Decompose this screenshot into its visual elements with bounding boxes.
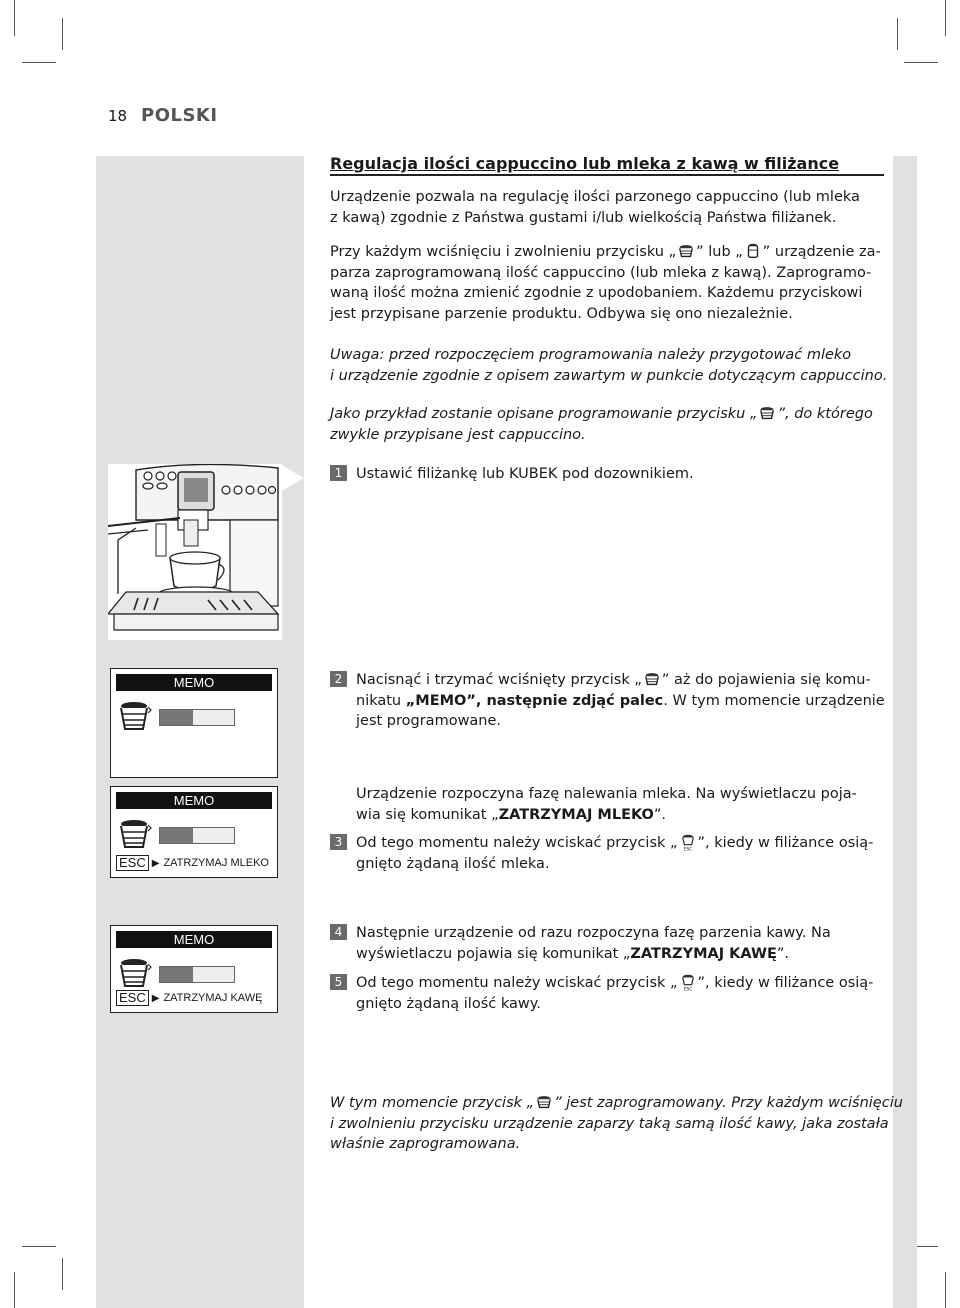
step-number: 4 bbox=[330, 924, 347, 940]
cappuccino-cup-icon bbox=[643, 670, 661, 688]
cappuccino-cup-icon bbox=[117, 956, 153, 990]
crop-mark bbox=[945, 0, 946, 36]
esc-key-label: ESC bbox=[116, 855, 149, 871]
crop-mark bbox=[62, 18, 63, 50]
esc-row bbox=[116, 990, 262, 1006]
lcd-display-stop-coffee bbox=[110, 925, 278, 1013]
crop-mark bbox=[22, 1246, 56, 1247]
step-number: 3 bbox=[330, 834, 347, 850]
note-paragraph: Uwaga: przed rozpoczęciem programowania należy przygotować mleko i urządzenie zgodnie z opisem zawartym w punkcie dotyczącym cappuccino. bbox=[330, 347, 888, 384]
example-paragraph: Jako przykład zostanie opisane programowanie przycisku „ ”, do którego zwykle przypisane jest cappuccino. bbox=[330, 406, 873, 443]
progress-bar bbox=[159, 709, 235, 726]
crop-mark bbox=[22, 62, 56, 63]
esc-row bbox=[116, 855, 269, 871]
page-number: 18 bbox=[108, 107, 128, 125]
crop-mark bbox=[904, 62, 938, 63]
crop-mark bbox=[945, 1272, 946, 1308]
step-1: 1 Ustawić filiżankę lub KUBEK pod dozownikiem. bbox=[330, 464, 850, 485]
espresso-machine-illustration bbox=[108, 464, 304, 640]
crop-mark bbox=[14, 0, 15, 36]
progress-bar bbox=[159, 966, 235, 983]
milk-phase-paragraph: Urządzenie rozpoczyna fazę nalewania mleka. Na wyświetlaczu poja- wia się komunikat „ZATRZYMAJ MLEKO”. bbox=[356, 786, 857, 823]
lcd-title: MEMO bbox=[116, 674, 272, 691]
final-paragraph: W tym momencie przycisk „ ” jest zaprogramowany. Przy każdym wciśnięciu i zwolnieniu przycisku urządzenie zaparzy taką samą ilość kawy, jaka została właśnie zaprogramowana. bbox=[330, 1095, 903, 1152]
cappuccino-cup-icon bbox=[535, 1093, 553, 1111]
step-5: 5 Od tego momentu należy wciskać przycisk „ ESC ”, kiedy w filiżance osią- gnięto żądaną ilość kawy. bbox=[330, 973, 850, 1014]
lcd-title: MEMO bbox=[116, 792, 272, 809]
stop-esc-icon bbox=[679, 833, 697, 851]
esc-key-label: ESC bbox=[116, 990, 149, 1006]
step-3: 3 Od tego momentu należy wciskać przycisk „ ESC ”, kiedy w filiżance osią- gnięto żądaną ilość mleka. bbox=[330, 833, 850, 874]
crop-mark bbox=[62, 1258, 63, 1290]
press-paragraph: Przy każdym wciśnięciu i zwolnieniu przycisku „ ” lub „ ” urządzenie za- parza zaprogramowaną ilość cappuccino (lub mleka z kawą). Zaprogramo- waną ilość można zmienić zgodnie z upodobaniem. Każdemu przyciskowi jest przypisane parzenie produktu. Odbywa się ono niezależnie. bbox=[330, 244, 881, 322]
lcd-title: MEMO bbox=[116, 931, 272, 948]
arrow-right-icon: ▶ bbox=[151, 992, 160, 1004]
progress-bar bbox=[159, 827, 235, 844]
lcd-display-memo bbox=[110, 668, 278, 778]
svg-text:ESC: ESC bbox=[683, 987, 692, 991]
step-2: 2 Nacisnąć i trzymać wciśnięty przycisk „ ” aż do pojawienia się komu- nikatu „MEMO”, następnie zdjąć palec. W tym momencie urządzenie jest programowane. bbox=[330, 670, 850, 732]
cappuccino-cup-icon bbox=[117, 699, 153, 733]
progress-fill bbox=[160, 828, 193, 843]
step-number: 1 bbox=[330, 465, 347, 481]
lcd-message: ZATRZYMAJ KAWĘ bbox=[163, 992, 263, 1004]
intro-paragraph: Urządzenie pozwala na regulację ilości parzonego cappuccino (lub mleka z kawą) zgodnie z Państwa gustami i/lub wielkością Państwa filiżanek. bbox=[330, 189, 860, 226]
crop-mark bbox=[14, 1272, 15, 1308]
step-number: 2 bbox=[330, 671, 347, 687]
progress-fill bbox=[160, 967, 193, 982]
lcd-display-stop-milk bbox=[110, 786, 278, 878]
stop-esc-icon bbox=[679, 973, 697, 991]
milk-glass-icon bbox=[744, 242, 762, 260]
cappuccino-cup-icon bbox=[117, 817, 153, 851]
cappuccino-cup-icon bbox=[677, 242, 695, 260]
right-gray-strip bbox=[893, 156, 917, 1308]
language-label: POLSKI bbox=[141, 105, 218, 126]
arrow-right-icon: ▶ bbox=[151, 857, 160, 869]
step-4: 4 Następnie urządzenie od razu rozpoczyna fazę parzenia kawy. Na wyświetlaczu pojawia się komunikat „ZATRZYMAJ KAWĘ”. bbox=[330, 923, 850, 964]
section-heading: Regulacja ilości cappuccino lub mleka z kawą w filiżance bbox=[330, 154, 840, 173]
crop-mark bbox=[897, 18, 898, 50]
heading-rule bbox=[330, 174, 884, 176]
lcd-message: ZATRZYMAJ MLEKO bbox=[163, 857, 269, 869]
progress-fill bbox=[160, 710, 193, 725]
svg-text:ESC: ESC bbox=[683, 847, 692, 851]
step-number: 5 bbox=[330, 974, 347, 990]
cappuccino-cup-icon bbox=[758, 404, 776, 422]
